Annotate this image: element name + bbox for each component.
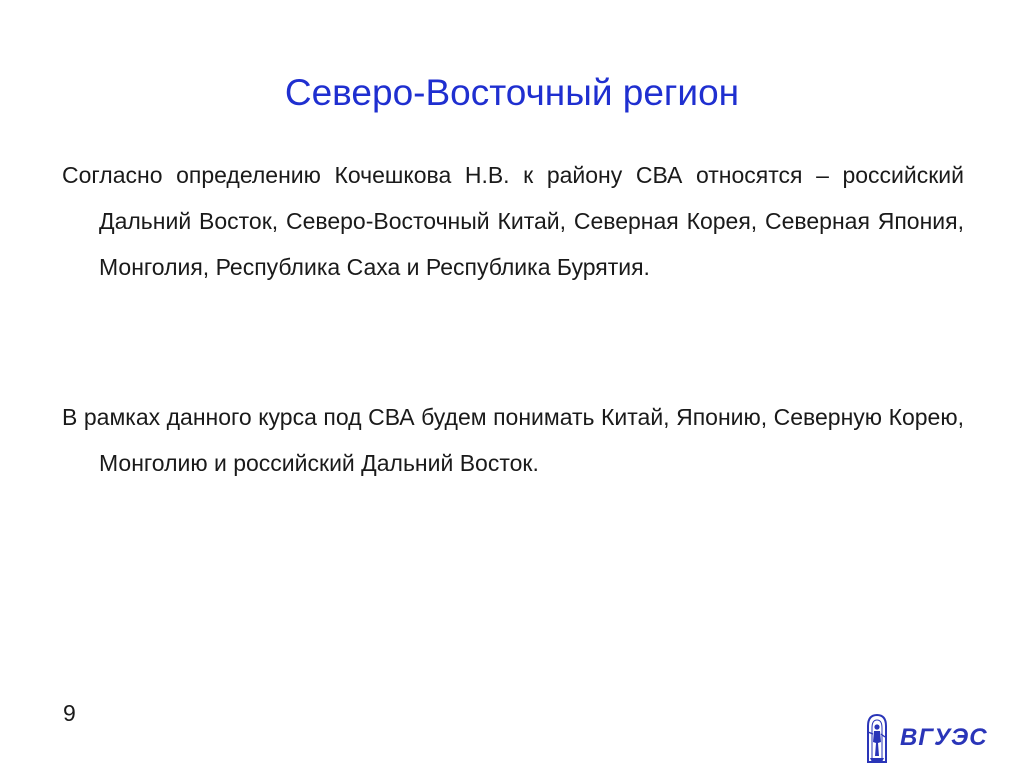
logo-text: ВГУЭС — [900, 724, 988, 751]
slide-title: Северо-Восточный регион — [284, 72, 740, 113]
page-number: 9 — [63, 700, 76, 726]
paragraph-course-scope: В рамках данного курса под СВА будем понимать Китай, Японию, Северную Корею, Монголию и российский Дальний Восток. — [62, 404, 964, 476]
university-logo — [862, 712, 990, 766]
logo-emblem-icon — [868, 715, 886, 762]
paragraph-definition: Согласно определению Кочешкова Н.В. к району СВА относятся – российский Дальний Восток, Северо-Восточный Китай, Северная Корея, Северная Япония, Монголия, Республика Саха и Республика Бурятия. — [62, 162, 964, 280]
